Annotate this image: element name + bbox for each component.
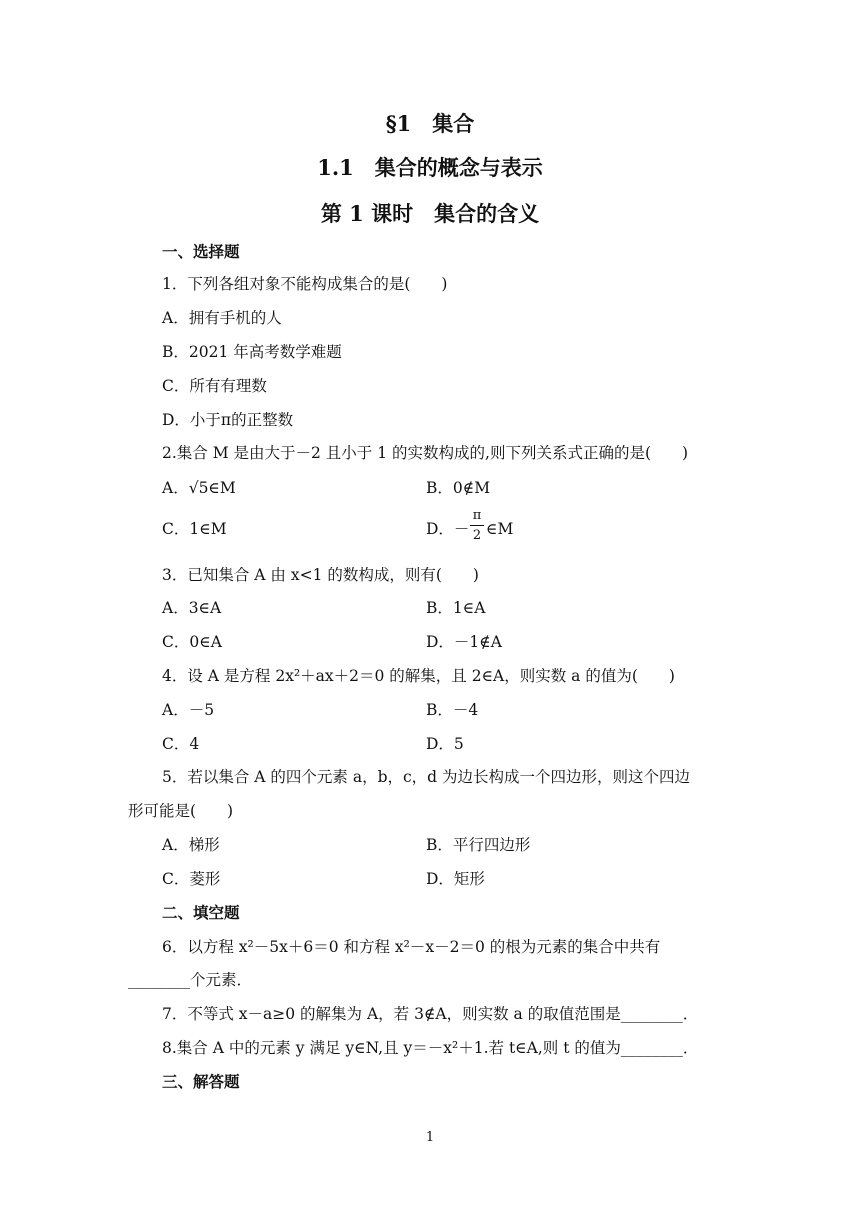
fraction-numerator: π bbox=[472, 508, 482, 523]
question-6-line-1: 6．以方程 x²－5x＋6＝0 和方程 x²－x－2＝0 的根为元素的集合中共有 bbox=[162, 938, 661, 956]
q2-option-d-fraction bbox=[470, 509, 484, 542]
q5-option-d: D．矩形 bbox=[426, 870, 485, 888]
q2-option-d-prefix: D．－ bbox=[426, 520, 470, 538]
q1-option-a: A．拥有手机的人 bbox=[162, 309, 282, 327]
section-heading-answer: 三、解答题 bbox=[162, 1072, 240, 1091]
section-heading-fill: 二、填空题 bbox=[162, 903, 240, 922]
question-5-line-1: 5．若以集合 A 的四个元素 a，b，c，d 为边长构成一个四边形，则这个四边 bbox=[162, 768, 691, 786]
question-3: 3．已知集合 A 由 x<1 的数构成，则有( ) bbox=[162, 566, 479, 584]
q1-option-d: D．小于π的正整数 bbox=[162, 411, 294, 429]
question-6-line-2: ________个元素． bbox=[128, 971, 253, 989]
q5-option-b: B．平行四边形 bbox=[426, 836, 531, 854]
q5-option-a: A．梯形 bbox=[162, 836, 220, 854]
page-number: 1 bbox=[425, 1130, 435, 1145]
question-4: 4．设 A 是方程 2x²＋ax＋2＝0 的解集，且 2∈A，则实数 a 的值为( ) bbox=[162, 667, 675, 685]
fraction-bar bbox=[470, 525, 484, 526]
q1-option-c: C．所有有理数 bbox=[162, 377, 267, 395]
q5-option-c: C．菱形 bbox=[162, 870, 221, 888]
q4-option-b: B．－4 bbox=[426, 701, 479, 719]
q3-option-b: B．1∈A bbox=[426, 599, 486, 617]
q3-option-a: A．3∈A bbox=[162, 599, 222, 617]
question-2: 2.集合 M 是由大于－2 且小于 1 的实数构成的,则下列关系式正确的是( ) bbox=[162, 444, 689, 462]
q2-option-b: B．0∉M bbox=[426, 479, 491, 497]
lesson-title: 第 1 课时 集合的含义 bbox=[320, 201, 540, 226]
question-5-line-2: 形可能是( ) bbox=[128, 802, 234, 820]
q4-option-d: D．5 bbox=[426, 735, 464, 753]
q4-option-c: C．4 bbox=[162, 735, 200, 753]
subsection-title: 1.1 集合的概念与表示 bbox=[317, 155, 543, 180]
section-title: §1 集合 bbox=[385, 111, 475, 136]
question-7: 7．不等式 x－a≥0 的解集为 A，若 3∉A，则实数 a 的取值范围是________． bbox=[162, 1005, 699, 1023]
q2-option-a: A．√5∈M bbox=[162, 479, 236, 497]
question-1: 1．下列各组对象不能构成集合的是( ) bbox=[162, 275, 448, 293]
q2-option-c: C．1∈M bbox=[162, 520, 227, 538]
section-heading-choice: 一、选择题 bbox=[162, 242, 240, 261]
q2-option-d-suffix: ∈M bbox=[486, 520, 514, 538]
q1-option-b: B．2021 年高考数学难题 bbox=[162, 343, 342, 361]
q3-option-d: D．－1∉A bbox=[426, 633, 502, 651]
q3-option-c: C．0∈A bbox=[162, 633, 222, 651]
q4-option-a: A．－5 bbox=[162, 701, 215, 719]
fraction-denominator: 2 bbox=[472, 528, 482, 543]
question-8: 8.集合 A 中的元素 y 满足 y∈N,且 y＝－x²＋1.若 t∈A,则 t 的值为________． bbox=[162, 1039, 699, 1057]
